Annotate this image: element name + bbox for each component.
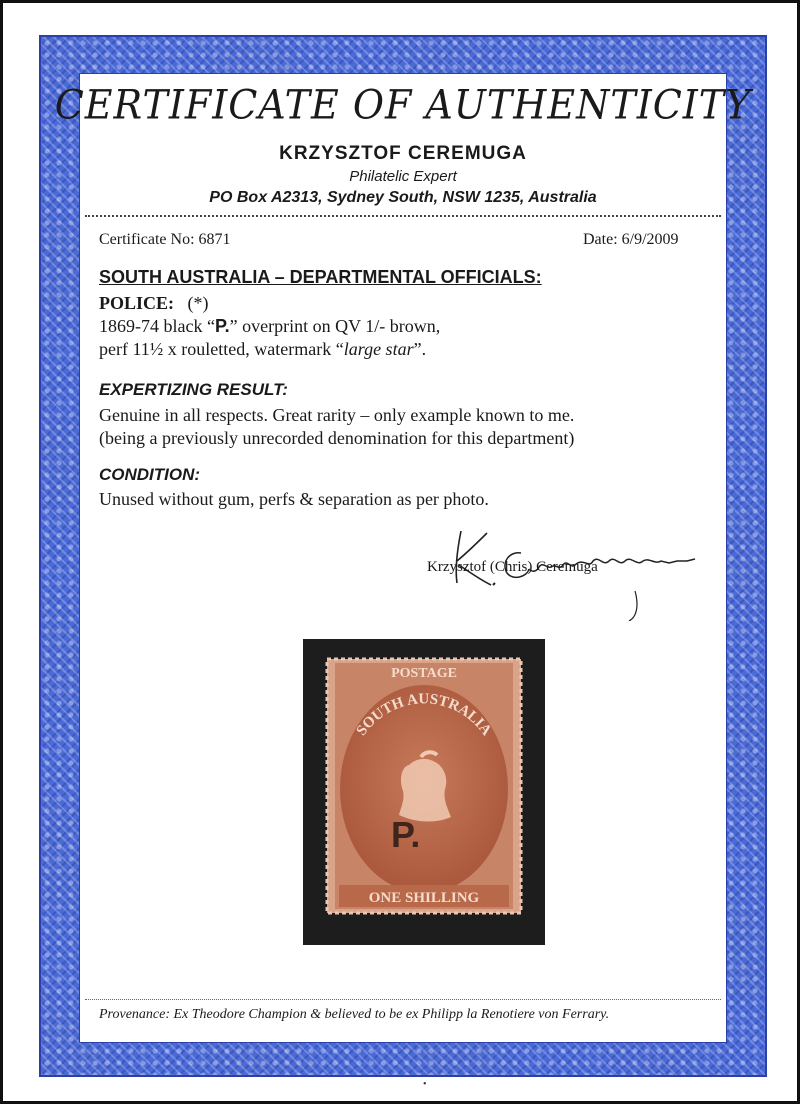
result-heading: EXPERTIZING RESULT: xyxy=(99,380,288,399)
overprint-text: P. xyxy=(214,316,230,336)
desc1-post: ” overprint on QV 1/- brown, xyxy=(229,316,441,336)
certificate-title: CERTIFICATE OF AUTHENTICITY xyxy=(54,81,752,129)
stamp-country-text: SOUTH AUSTRALIA xyxy=(353,691,495,739)
expert-name: KRZYSZTOF CEREMUGA xyxy=(279,143,527,164)
police-mark: (*) xyxy=(187,293,209,313)
desc1-pre: 1869-74 black “ xyxy=(99,316,215,336)
signer-name: Krzysztof (Chris) Ceremuga xyxy=(427,559,598,575)
stamp-image xyxy=(325,657,523,915)
bottom-mark: • xyxy=(423,1079,427,1090)
stamp-overprint: P. xyxy=(391,814,421,855)
condition-heading: CONDITION: xyxy=(99,465,201,484)
expert-address: PO Box A2313, Sydney South, NSW 1235, Australia xyxy=(209,189,597,206)
condition-line-1: Unused without gum, perfs & separation as per photo. xyxy=(99,489,489,509)
provenance-divider xyxy=(85,999,721,1000)
header-divider xyxy=(85,215,721,217)
description-line-1 xyxy=(99,316,440,337)
provenance-text: Provenance: Ex Theodore Champion & believed to be ex Philipp la Renotiere von Ferrary. xyxy=(99,1007,610,1022)
stamp-top-text: POSTAGE xyxy=(391,666,457,681)
desc2-post: ”. xyxy=(413,339,427,359)
certificate-number: Certificate No: 6871 xyxy=(99,231,231,248)
stamp-value-text: ONE SHILLING xyxy=(368,890,480,906)
watermark-text: large star xyxy=(343,339,414,359)
certificate-date: Date: 6/9/2009 xyxy=(583,231,679,248)
stamp-heading: SOUTH AUSTRALIA – DEPARTMENTAL OFFICIALS: xyxy=(99,267,542,287)
description-line-2 xyxy=(99,339,426,360)
result-line-1: Genuine in all respects. Great rarity – only example known to me. xyxy=(99,405,575,425)
police-line xyxy=(99,293,209,314)
result-line-2: (being a previously unrecorded denomination for this department) xyxy=(99,428,575,448)
expert-role: Philatelic Expert xyxy=(349,168,457,185)
police-label: POLICE: xyxy=(99,293,175,313)
desc2-pre: perf 11½ x rouletted, watermark “ xyxy=(99,339,344,359)
